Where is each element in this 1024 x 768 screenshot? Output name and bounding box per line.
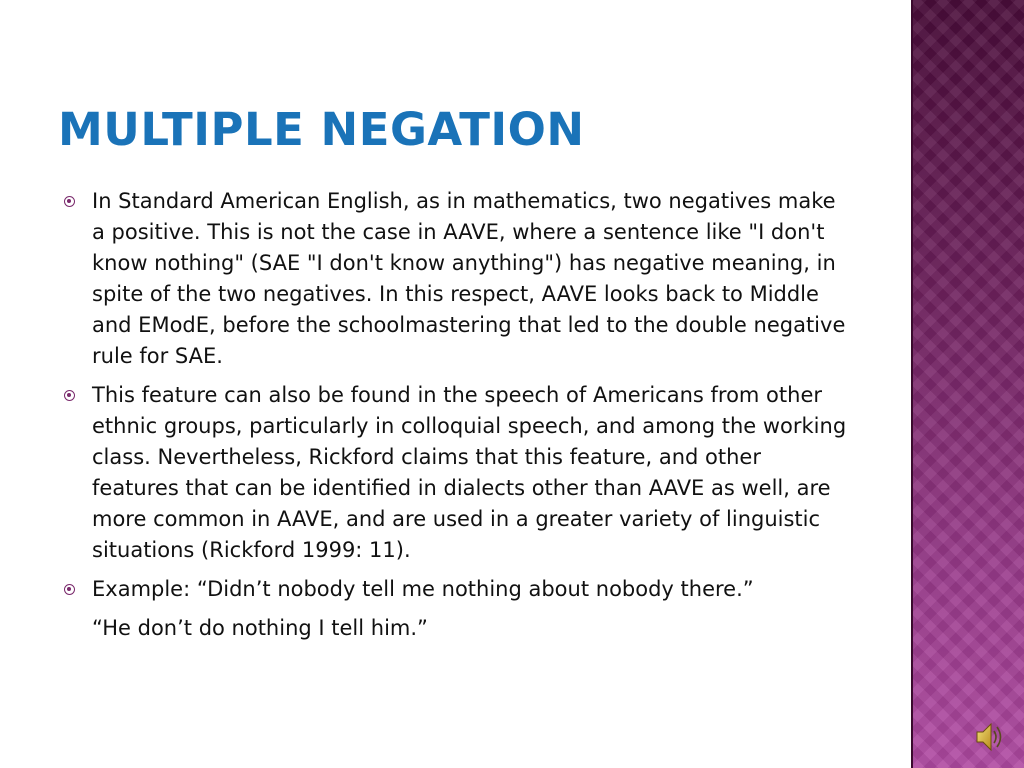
bullet-text: Example: “Didn’t nobody tell me nothing about nobody there.”: [92, 577, 754, 601]
bullet-item: [62, 574, 852, 644]
bullet-text: In Standard American English, as in mathematics, two negatives make a positive. This is not the case in AAVE, where a sentence like "I don't know nothing" (SAE "I don't know anything") has negative meaning, in spite of the two negatives. In this respect, AAVE looks back to Middle and EModE, before the schoolmastering that led to the double negative rule for SAE.: [92, 189, 846, 368]
bullet-text: This feature can also be found in the speech of Americans from other ethnic groups, particularly in colloquial speech, and among the working class. Nevertheless, Rickford claims that this feature, and other features that can be identified in dialects other than AAVE as well, are more common in AAVE, and are used in a greater variety of linguistic situations (Rickford 1999: 11).: [92, 383, 847, 562]
bullet-list: [62, 186, 852, 652]
target-bullet-icon: [64, 584, 75, 595]
bullet-item: [62, 380, 852, 566]
decorative-side-band: [911, 0, 1024, 768]
slide-title: MULTIPLE NEGATION: [58, 103, 585, 156]
bullet-continuation: “He don’t do nothing I tell him.”: [92, 616, 428, 640]
bullet-item: [62, 186, 852, 372]
target-bullet-icon: [64, 390, 75, 401]
target-bullet-icon: [64, 196, 75, 207]
speaker-icon[interactable]: [974, 720, 1004, 754]
